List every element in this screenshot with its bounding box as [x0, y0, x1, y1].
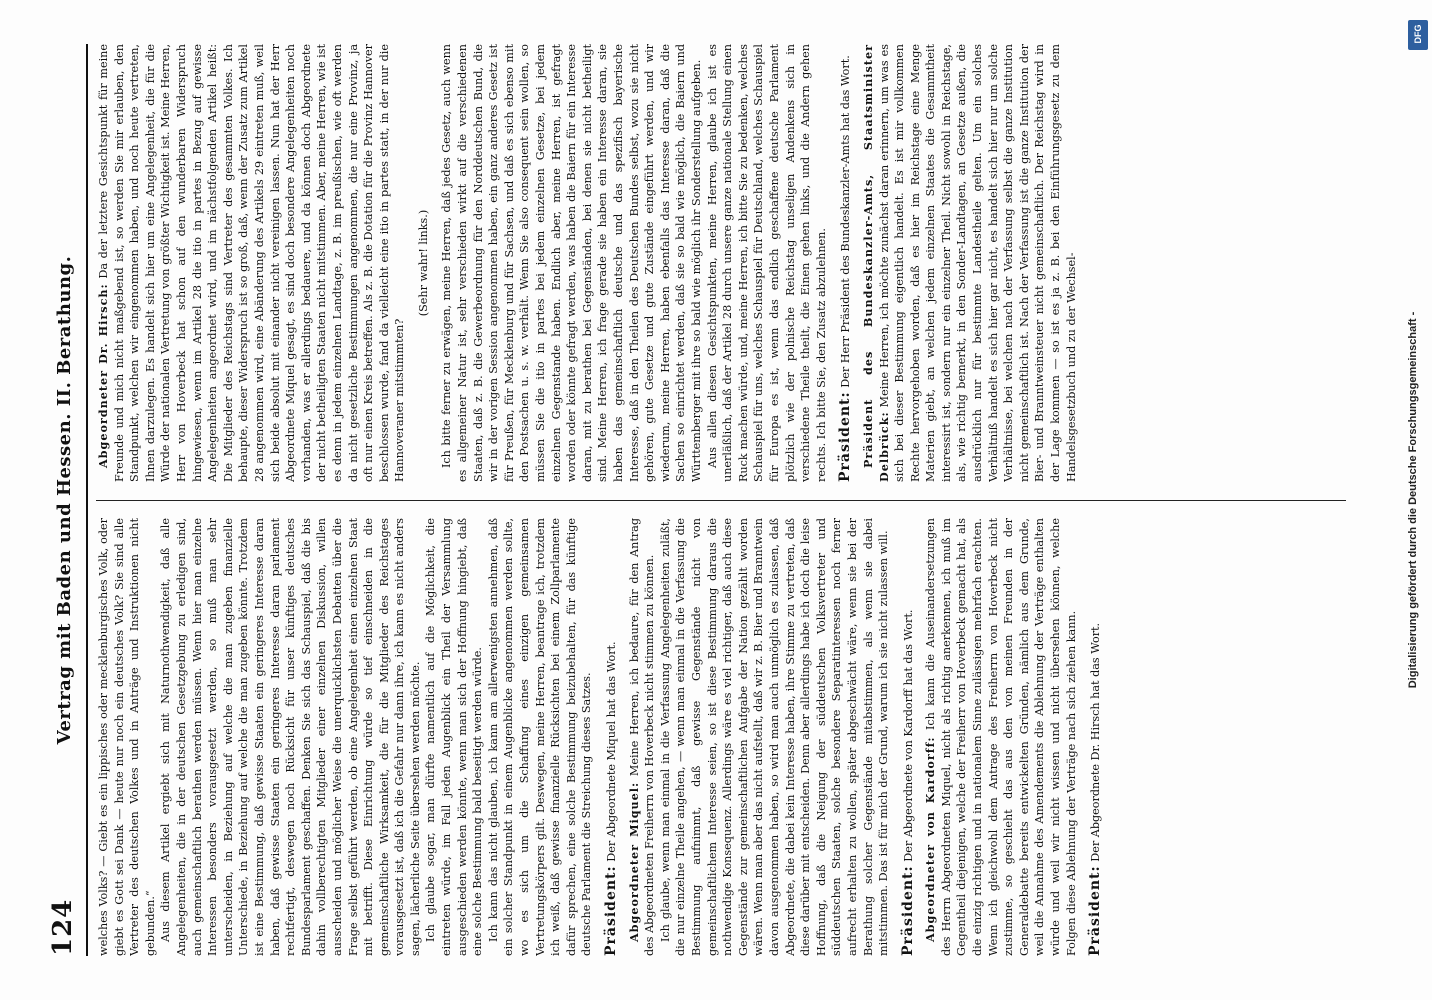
paragraph-text: Da der letztere Gesichtspunkt für meine Freunde und mich nicht maßgebend ist, so werden Sie mir erlauben, den Standpunkt, welchen wir eingenommen haben, und noch heute vertreten, Ihnen darzulegen. Es handelt sich hier um eine Angelegenheit, die für die Würde der nationalen Vertretung von größter Wichtigkeit ist. Meine Herren, Herr von Hoverbeck hat schon auf den wunderbaren Widerspruch hingewiesen, wenn im Artikel 28 die itio in partes in Bezug auf gewisse Angelegenheiten angeordnet wird, und im nächstfolgenden Artikel heißt: Die Mitglieder des Reichstags sind Vertreter des gesammten Volkes. Ich behaupte, dieser Widerspruch ist so groß, daß, wenn der Zusatz zum Artikel 28 angenommen wird, eine Abänderung des Artikels 29 eintreten muß, weil sich beide absolut mit einander nicht vereinigen lassen. Nun hat der Herr Abgeordnete Miquel gesagt, es sind doch besondere Angelegenheiten noch vorhanden, was er allerdings bedauere, und da können doch Abgeordnete der nicht betheiligten Staaten nicht mitstimmen. Aber, meine Herren, wie ist es denn in jedem einzelnen Landtage, z. B. im preußischen, wie oft werden da nicht gesetzliche Bestimmungen angenommen, die nur eine Provinz, ja oft nur einen Kreis betreffen. Als z. B. die Dotation für die Provinz Hannover beschlossen wurde, fand da vielleicht eine itio in partes statt, in der nur die Hannoveraner mitstimmten? — [97, 44, 407, 482]
president-line — [901, 518, 917, 956]
speaker-name: Präsident des Bundeskanzler-Amts, Staatsminister Delbrück: — [860, 44, 891, 482]
paragraph — [705, 44, 830, 482]
paragraph — [96, 518, 158, 956]
digitization-credit — [1404, 0, 1426, 1000]
paragraph-text: Meine Herren, ich bedaure, für den Antrag des Abgeordneten Freiherrn von Hoverbeck nicht stimmen zu können. — [627, 518, 657, 956]
paragraph-text: Der Abgeordnete Miquel hat das Wort. — [605, 641, 618, 862]
speaker-name: Abgeordneter von Kardorff: — [923, 736, 938, 942]
left-column — [96, 518, 1346, 956]
interjection: (Sehr wahr! links.) — [416, 209, 430, 317]
president-line — [838, 44, 854, 482]
page-number: 124 — [48, 898, 78, 956]
header-rule — [86, 44, 88, 956]
paragraph-text: Aus allen diesen Gesichtspunkten, meine Herren, glaube ich ist es unerläßlich, daß der Artikel 28 durch unsere ganze nationale Stellung einen Ruck machen würde, und, meine Herren, ich bitte Sie zu bedenken, welches Schauspiel für uns, welches Schauspiel für Deutschland, welches Schauspiel für Europa es ist, wenn das endlich geschaffene deutsche Parlament plötzlich wie der polnische Reichstag unseligen Andenkens sich in verschiedene Theile theilt, die Einen gehen links, und die Andern gehen rechts. Ich bitte Sie, den Zusatz abzulehnen. — [705, 44, 828, 482]
paragraph-text: Ich glaube sogar, man dürfte namentlich auf die Möglichkeit, die eintreten würde, im Fall jeden Augenblick ein Theil der Versammlung ausgeschieden werden könnte, wenn man sich der Hoffnung hingiebt, daß eine solche Bestimmung bald beseitigt werden würde. — [424, 518, 485, 956]
paragraph-text: Ich kann das nicht glauben, ich kann am allerwenigsten annehmen, daß ein solcher Standpunkt in einem Augenblicke angenommen werden sollte, wo es sich um die Schaffung eines einzigen gemeinsamen Vertretungskörpers gilt. Deswegen, meine Herren, beantrage ich, trotzdem ich weiß, daß gewisse finanzielle Rücksichten bei einem Zollparlamente dafür sprechen, eine solche Bestimmung beizubehalten, für das künftige deutsche Parlament die Streichung dieses Satzes. — [486, 518, 594, 956]
speaker-name: Präsident: — [1087, 865, 1104, 956]
paragraph-text: Ich bitte ferner zu erwägen, meine Herren, daß jedes Gesetz, auch wenn es allgemeiner Natur ist, sehr verschieden wirkt auf die verschiedenen Staaten, daß z. B. die Gewerbeordnung für den Norddeutschen Bund, die wir in der vorigen Session angenommen haben, ein ganz anderes Gesetz ist für Preußen, für Mecklenburg und für Sachsen, und daß es sich ebenso mit den Postsachen u. s. w. verhält. Wenn Sie also consequent sein wollen, so müssen Sie die itio in partes bei jedem einzelnen Gesetze, bei jedem einzelnen Gegenstande haben. Endlich aber, meine Herren, ist gefragt worden oder könnte gefragt werden, was haben die Baiern für ein Interesse daran, mit zu berathen bei Gegenständen, bei denen sie nicht betheiligt sind. Meine Herren, ich frage gerade sie haben ein Interesse daran, sie haben das gemeinschaftlich deutsche und das spezifisch bayerische Interesse, daß in den Theilen des Deutschen Bundes selbst, wozu sie nicht gehören, gute Gesetze und gute Zustände eingeführt werden, und wir wiederum, meine Herren, haben ebenfalls das Interesse daran, daß die Sachen so einrichtet werden, daß sie so bald wie möglich, die Baiern und Württemberger mit ihre so bald wie möglich ihr Sonderstellung aufgeben. — [440, 44, 703, 482]
paragraph — [627, 518, 658, 956]
right-column — [96, 44, 1346, 482]
running-head — [44, 44, 84, 956]
paragraph-text: Der Herr Präsident des Bundeskanzler-Amts hat das Wort. — [839, 55, 853, 388]
speaker-name: Präsident: — [837, 391, 854, 482]
paragraph — [423, 518, 485, 956]
paragraph — [439, 44, 704, 482]
paragraph — [96, 44, 408, 482]
column-divider — [96, 500, 1346, 501]
paragraph-text: welches Volks? — Giebt es ein lippisches oder mecklenburgisches Volk, oder giebt es Gott sei Dank — heute nur noch ein deutsches Volk? Sie sind alle Vertreter des deutschen Volkes und in Anträge und Instruktionen nicht gebunden.“ — [97, 518, 157, 956]
paragraph — [861, 44, 1079, 482]
paragraph-text: Ich kann die Auseinandersetzungen des Herrn Abgeordneten Miquel, nicht als richtig anerkennen, ich muß im Gegentheil diejenigen, welche der Freiherr von Hoverbeck gemacht hat, als die einzig richtigen und in nationalem Sinne zulässigen mehrfach erachten. Wenn ich gleichwohl dem Antrage des Freiherrn von Hoverbeck nicht zustimme, so geschieht das aus den von meinen Freunden in der Generaldebatte bereits entwickelten Gründen, nämlich aus dem Grunde, weil die Annahme des Amendements die Ablehnung der Verträge enthalten würde und weil wir nicht wissen und nicht übersehen können, welche Folgen diese Ablehnung der Verträge nach sich ziehen kann. — [924, 518, 1078, 956]
dfg-logo-text: DFG — [1413, 24, 1423, 44]
speaker-name: Präsident: — [899, 865, 916, 956]
speaker-name: Präsident: — [603, 865, 619, 956]
paragraph-text: Aus diesem Artikel ergiebt sich mit Naturnothwendigkeit, daß alle Angelegenheiten, die in der deutschen Gesetzgebung zu erledigen sind, auch gemeinschaftlich berathen werden müssen. Wenn hier man einzelne Interessen besonders vorausgesetzt werden, so muß man sehr unterscheiden, in Beziehung auf welche die man zugeben finanzielle Unterschiede, in Beziehung auf welche die man zugeben könnte. Trotzdem ist eine Bestimmung, daß gewisse Staaten ein geringeres Interesse daran haben, daß gewisse Staaten ein geringeres Interesse daran parlament rechtfertigt, deswegen noch Rücksicht für unser künftiges deutsches Bundesparlament geschaffen. Denken Sie sich das Schauspiel, daß die bis dahin vollberechtigten Mitglieder einer einzelnen Diskussion, willen ausscheiden und möglicher Weise die unerquicklichsten Debatten über die Frage selbst geführt werden, ob eine Angelegenheit einen einzelnen Staat mit betrifft. Diese Einrichtung würde so tief einschneiden in die gemeinschaftliche Wirksamkeit, die für die Mitglieder des Reichstages vorausgesetzt ist, daß ich die Gefahr nur dann ihre, ich kann es nicht anders sagen, lächerliche Seite übersehen werden möchte. — [159, 518, 422, 956]
paragraph-text: Meine Herren, ich möchte zunächst daran erinnern, um was es sich bei dieser Bestimmung eigentlich handelt. Es ist mir vollkommen Rechte hervorgehoben worden, daß es hier im Reichstage eine Menge Materien giebt, an welchen jedem einzelnen Staates die Gesammtheit interessirt ist, sondern nur ein einzelner Theil. Nicht sowohl in Reichstage, als, wie richtig bemerkt, in den Sonder-Landtagen, an Gesetze außen, die ausdrücklich nur für bestimmte Landestheile gelten. Um ein solches Verhältniß handelt es sich hier gar nicht, es handelt sich hier nur um solche Verhältnisse, bei welchen nach der Verfassung selbst die ganze Institution nicht gemeinschaftlich ist. Nach der Verfassung ist die ganze Institution der Bier- und Branntweinsteuer nicht gemeinschaftlich. Der Reichstag wird in der Lage kommen — so ist es ja z. B. bei den Einführungsgesetz zu dem Handelsgesetzbuch und zu der Wechsel- — [877, 44, 1078, 482]
running-head-title: Vertrag mit Baden und Hessen. II. Berathung. — [54, 255, 75, 745]
digitization-credit-text: Digitalisierung gefördert durch die Deutsche Forschungsgemeinschaft - — [1407, 311, 1419, 689]
speaker-name: Abgeordneter Dr. Hirsch: — [96, 283, 110, 468]
dfg-logo — [1408, 20, 1428, 50]
paragraph — [658, 518, 892, 956]
president-line — [1088, 518, 1104, 956]
paragraph-text: Der Abgeordnete Dr. Hirsch hat das Wort. — [1089, 622, 1103, 862]
speaker-name: Abgeordneter Miquel: — [626, 781, 641, 942]
paragraph — [158, 518, 423, 956]
president-line — [604, 518, 620, 956]
paragraph-text: Ich glaube, wenn man einmal in die Verfassung Angelegenheiten zuläßt, die nur einzelne Theile angehen, — wenn man einmal in die Verfassung die Bestimmung aufnimmt, daß gewisse Gegenstände nicht von gemeinschaftlichem Interesse seien, so ist diese Bestimmung daraus die nothwendige Konsequenz. Allerdings wäre es viel richtiger, daß auch diese Gegenstände zur gemeinschaftlichen Aufgabe der Nation gezählt worden wären. Wenn man aber das nicht aufstellt, daß wir z. B. Bier und Branntwein davon ausgenommen haben, so wird man auch unmöglich es zulassen, daß Abgeordnete, die dabei kein Interesse haben, ihre Stimme zu vertreten, daß diese darüber mit entscheiden. Denn aber allerdings habe ich doch die leise Hoffnung, daß die Neigung der süddeutschen Volksvertreter und süddeutschen Staaten, solche besondere Separatinteressen noch ferner aufrecht erhalten zu wollen, später abgeschwächt wäre, wenn sie bei der Berathung solcher Gegenstände mitabstimmen, als wenn sie dabei mitstimmen. Das ist für mich der Grund, warum ich sie nicht zulassen will. — [658, 518, 891, 956]
paragraph — [486, 518, 595, 956]
paragraph — [923, 518, 1079, 956]
paragraph-text: Der Abgeordnete von Kardorff hat das Wort. — [901, 609, 915, 862]
